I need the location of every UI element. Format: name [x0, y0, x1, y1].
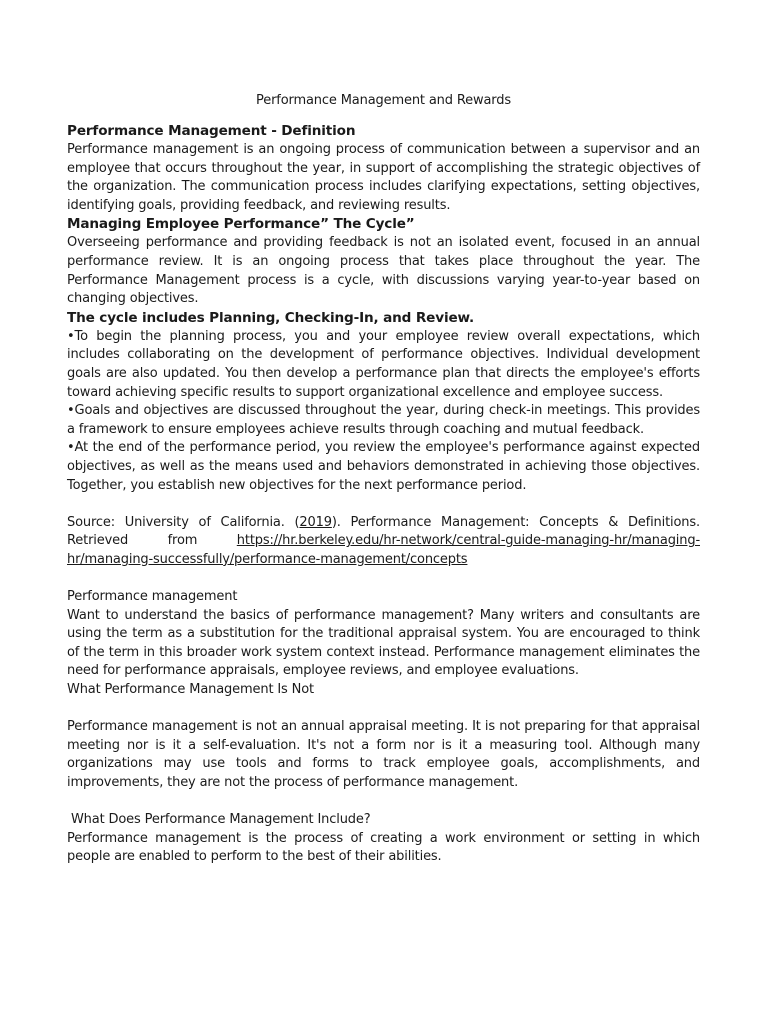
spacer	[67, 569, 700, 588]
source-citation	[67, 514, 700, 570]
cycle-stages-heading: The cycle includes Planning, Checking-In, and Review.	[67, 309, 475, 326]
source-middle: ). Performance Management: Concepts & Definitions. Retrieved from	[67, 514, 700, 549]
check-in-bullet: •Goals and objectives are discussed throughout the year, during check-in meetings. This provides a framework to ensure employees achieve results through coaching and mutual feedback.	[67, 403, 700, 437]
cycle-paragraph: Overseeing performance and providing feedback is not an isolated event, focused in an annual performance review. It is an ongoing process that takes place throughout the year. The Performance Management process is a cycle, with discussions varying year-to-year based on changing objectives.	[67, 235, 700, 307]
what-it-includes-heading: What Does Performance Management Include?	[67, 812, 371, 828]
performance-management-heading: Performance management	[67, 589, 238, 605]
what-it-is-not-heading: What Performance Management Is Not	[67, 682, 314, 698]
spacer	[67, 495, 700, 514]
planning-bullet: •To begin the planning process, you and your employee review overall expectations, which includes collaborating on the development of performance objectives. Individual development goals are also updated. You then develop a performance plan that directs the employee's efforts toward achieving specific results to support organizational excellence and employee success.	[67, 328, 700, 400]
what-it-is-not-paragraph: Performance management is not an annual appraisal meeting. It is not preparing for that appraisal meeting nor is it a self-evaluation. It's not a form nor is it a measuring tool. Although many organizations may use tools and forms to track employee goals, accomplishments, and improvements, they are not the process of performance management.	[67, 719, 700, 790]
what-it-includes-paragraph: Performance management is the process of creating a work environment or setting in which people are enabled to perform to the best of their abilities.	[67, 830, 700, 865]
spacer	[67, 700, 700, 719]
spacer	[67, 793, 700, 812]
review-bullet: •At the end of the performance period, you review the employee's performance against expected objectives, as well as the means used and behaviors demonstrated in achieving those objectives. Together, you establish new objectives for the next performance period.	[67, 440, 700, 493]
source-url-link[interactable]: https://hr.berkeley.edu/hr-network/central-guide-managing-hr/managing-hr/managing-successfully/performance-management/concepts	[67, 533, 700, 567]
cycle-heading: Managing Employee Performance” The Cycle”	[67, 216, 415, 233]
document-title: Performance Management and Rewards	[256, 93, 511, 108]
definition-heading: Performance Management - Definition	[67, 123, 356, 139]
document-page	[67, 92, 700, 867]
source-year-link[interactable]: 2019	[299, 514, 332, 530]
source-prefix: Source: University of California. (	[67, 514, 300, 530]
basics-paragraph: Want to understand the basics of performance management? Many writers and consultants are using the term as a substitution for the traditional appraisal system. You are encouraged to think of the term in this broader work system context instead. Performance management eliminates the need for performance appraisals, employee reviews, and employee evaluations.	[67, 607, 700, 679]
definition-paragraph: Performance management is an ongoing process of communication between a supervisor and an employee that occurs throughout the year, in support of accomplishing the strategic objectives of the organization. The communication process includes clarifying expectations, setting objectives, identifying goals, providing feedback, and reviewing results.	[67, 142, 700, 213]
